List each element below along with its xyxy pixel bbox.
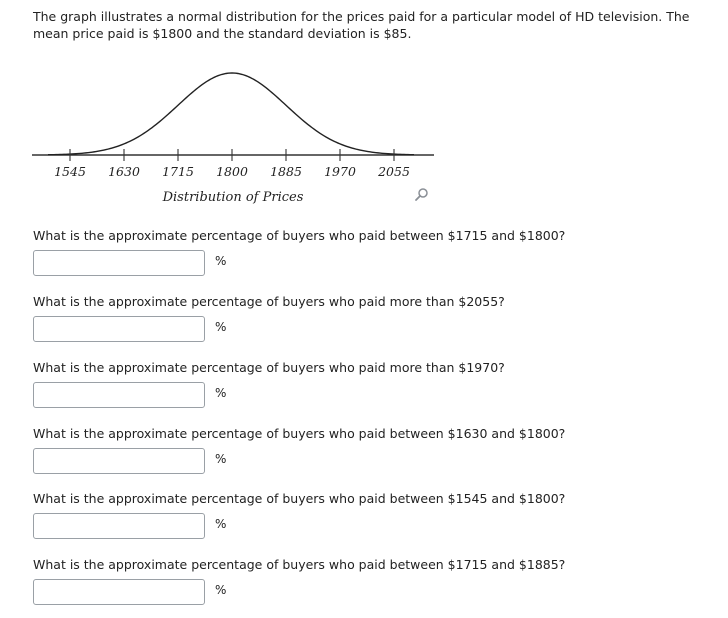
x-tick-label: 1885 bbox=[270, 164, 302, 179]
percent-unit: % bbox=[215, 320, 227, 334]
question-6 bbox=[33, 557, 565, 609]
x-tick-label: 1545 bbox=[54, 164, 86, 179]
question-text: What is the approximate percentage of buyers who paid more than $1970? bbox=[33, 360, 505, 375]
question-4 bbox=[33, 426, 565, 478]
answer-input[interactable] bbox=[33, 513, 205, 539]
question-2 bbox=[33, 294, 505, 346]
x-axis-label: Distribution of Prices bbox=[162, 190, 304, 205]
problem-statement: The graph illustrates a normal distribution for the prices paid for a particular model of HD television. The mean price paid is $1800 and the standard deviation is $85. bbox=[33, 9, 690, 41]
x-tick-label: 1630 bbox=[108, 164, 140, 179]
question-text: What is the approximate percentage of buyers who paid between $1715 and $1800? bbox=[33, 228, 566, 243]
percent-unit: % bbox=[215, 386, 227, 400]
answer-input[interactable] bbox=[33, 448, 205, 474]
question-text: What is the approximate percentage of buyers who paid between $1715 and $1885? bbox=[33, 557, 566, 572]
percent-unit: % bbox=[215, 254, 227, 268]
normal-curve bbox=[48, 73, 414, 155]
percent-unit: % bbox=[215, 517, 227, 531]
normal-distribution-graph bbox=[30, 62, 440, 212]
question-5 bbox=[33, 491, 565, 543]
x-tick-label: 1715 bbox=[162, 164, 194, 179]
question-text: What is the approximate percentage of buyers who paid between $1630 and $1800? bbox=[33, 426, 566, 441]
question-text: What is the approximate percentage of buyers who paid between $1545 and $1800? bbox=[33, 491, 566, 506]
x-axis-ticks bbox=[54, 149, 410, 179]
answer-input[interactable] bbox=[33, 579, 205, 605]
answer-input[interactable] bbox=[33, 382, 205, 408]
question-3 bbox=[33, 360, 505, 412]
question-1 bbox=[33, 228, 565, 280]
magnifier-icon[interactable] bbox=[416, 189, 427, 200]
answer-input[interactable] bbox=[33, 250, 205, 276]
x-tick-label: 1800 bbox=[216, 164, 248, 179]
percent-unit: % bbox=[215, 583, 227, 597]
percent-unit: % bbox=[215, 452, 227, 466]
question-text: What is the approximate percentage of buyers who paid more than $2055? bbox=[33, 294, 505, 309]
x-tick-label: 2055 bbox=[378, 164, 410, 179]
x-tick-label: 1970 bbox=[324, 164, 356, 179]
answer-input[interactable] bbox=[33, 316, 205, 342]
